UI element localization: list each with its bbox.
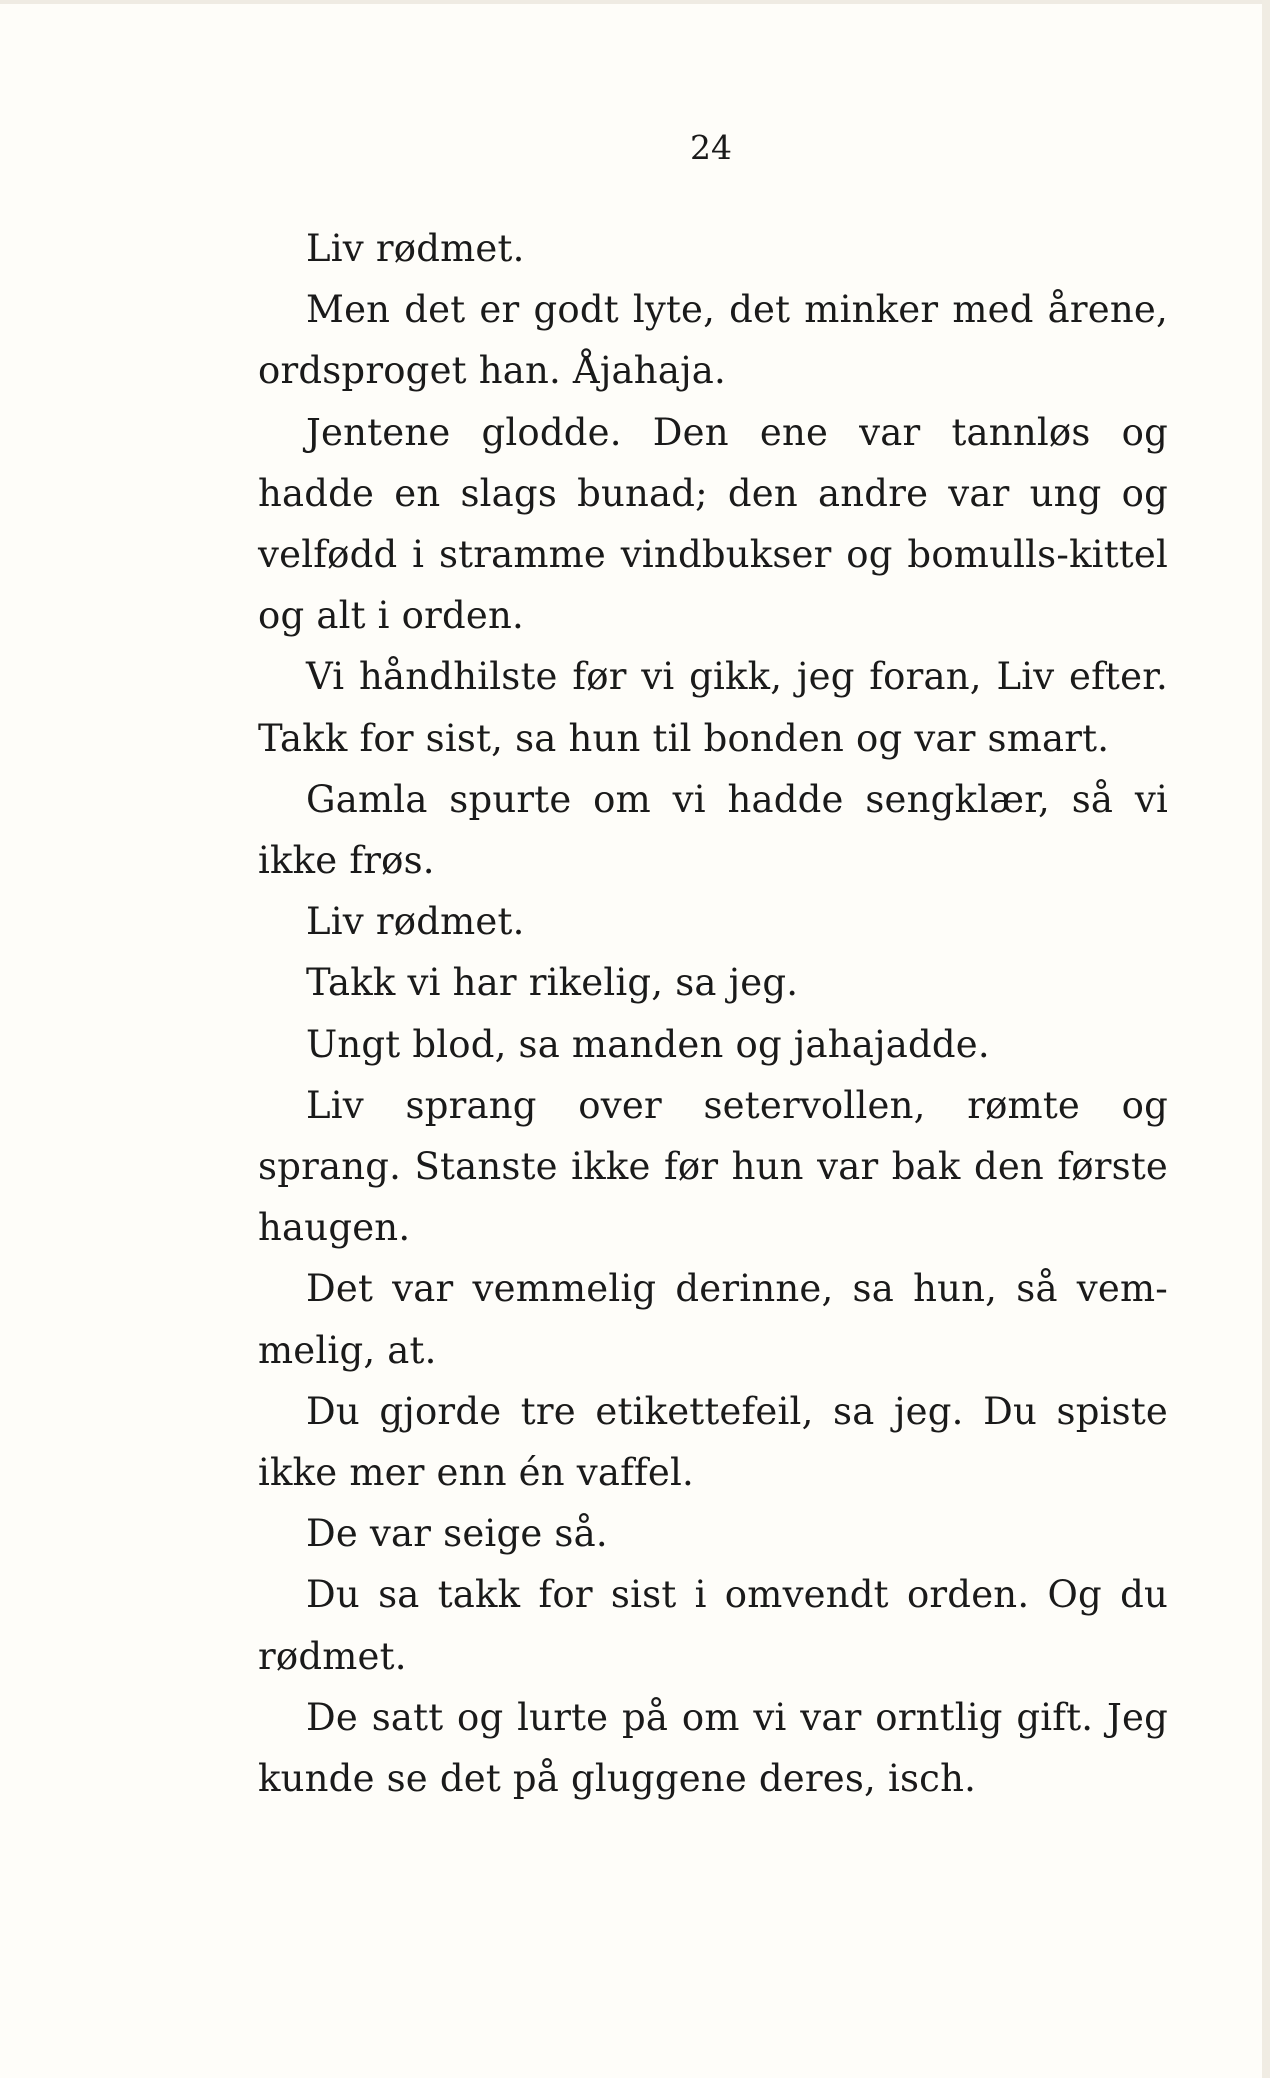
paragraph: Takk vi har rikelig, sa jeg. <box>306 961 799 1005</box>
paragraph: Jentene glodde. Den ene var tannløs og hadde en slags bunad; den andre var ung og velfødd i stramme vindbukser og bomulls-kittel og alt i orden. <box>258 410 1168 638</box>
paragraph: Liv rødmet. <box>306 900 525 944</box>
body-text <box>258 218 1168 1809</box>
paragraph: De var seige så. <box>306 1512 608 1556</box>
paragraph: Du sa takk for sist i omvendt orden. Og du rødmet. <box>258 1573 1168 1678</box>
paragraph: Det var vemmelig derinne, sa hun, så vem-melig, at. <box>258 1267 1168 1372</box>
paragraph: Gamla spurte om vi hadde sengklær, så vi ikke frøs. <box>258 777 1168 883</box>
paragraph: Ungt blod, sa manden og jahajadde. <box>306 1022 990 1066</box>
paragraph: Men det er godt lyte, det minker med årene, ordsproget han. Åjahaja. <box>258 288 1168 393</box>
paragraph: Vi håndhilste før vi gikk, jeg foran, Liv efter. Takk for sist, sa hun til bonden og var smart. <box>258 655 1168 760</box>
page-number: 24 <box>690 128 732 167</box>
paragraph: Du gjorde tre etikettefeil, sa jeg. Du spiste ikke mer enn én vaffel. <box>258 1389 1168 1495</box>
paragraph: De satt og lurte på om vi var orntlig gift. Jeg kunde se det på gluggene deres, isch. <box>258 1695 1168 1801</box>
page-top-edge <box>0 0 1266 4</box>
paragraph: Liv rødmet. <box>306 227 525 270</box>
paragraph: Liv sprang over setervollen, rømte og sprang. Stanste ikke før hun var bak den første haugen. <box>258 1083 1168 1250</box>
page-right-edge <box>1262 0 1270 2078</box>
